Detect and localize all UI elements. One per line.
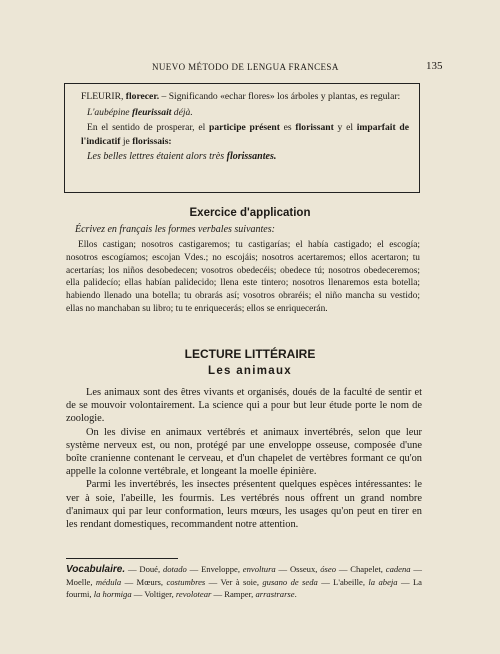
exercise-instruction: Écrivez en français les formes verbales suivantes:: [75, 224, 275, 235]
vocabulary-spanish: gusano de seda: [262, 577, 318, 587]
exercise-title: Exercice d'application: [189, 207, 311, 219]
reading-text: [66, 386, 422, 531]
note-form: florissais:: [132, 135, 172, 147]
vocabulary-entry: — La fourmi, la hormiga: [66, 577, 423, 599]
vocabulary-entry: — Mœurs, costumbres: [121, 577, 206, 587]
example-text-end: déjà.: [171, 106, 193, 118]
running-title: NUEVO MÉTODO DE LENGUA FRANCESA: [152, 62, 339, 72]
grammar-example-1: [81, 106, 409, 120]
vocabulary-french: Voltiger,: [144, 589, 176, 599]
note-form: florissant: [295, 122, 334, 134]
vocabulary-spanish: arrastrarse: [255, 589, 295, 599]
vocabulary-spanish: cadena: [385, 564, 411, 574]
vocabulary-french: Ver à soie,: [220, 577, 263, 587]
reading-paragraph: Les animaux sont des êtres vivants et organisés, doués de la faculté de sentir et de se mouvoir volontairement. La science qui a pour but leur étude porte le nom de zoologie.: [66, 387, 422, 425]
grammar-note-box: [64, 83, 420, 193]
grammar-example-2: [81, 150, 409, 164]
grammar-note-regular: [81, 90, 409, 104]
vocabulary-entry: — Moelle, médula: [66, 564, 422, 587]
lecture-title: LECTURE LITTÉRAIRE: [184, 347, 316, 361]
vocabulary-spanish: óseo: [320, 564, 336, 574]
vocabulary-divider: [66, 558, 178, 559]
vocabulary-french: Mœurs,: [136, 577, 167, 587]
page-number: 135: [426, 60, 443, 72]
vocabulary-french: Doué,: [139, 564, 163, 574]
exercise-text: Ellos castigan; nosotros castigaremos; tu castigarías; el había castigado; el escogía; nosotros escogíamos; escojan Vdes.; no escojáis; nosotros acertaremos; ellos acertaron; tu acertarías; los niños desobedecen; vosotros obedecéis; obedece tú; nosotros obedeceremos; ella palidecío; ellas habían palidecido; llena este tintero; nosotros llenaremos esta botella; habiendo llenado una botella; tu obrarás así; vosotros obraréis; el niño mancha su vestido; ellas no manchaban su libro; tu te enriquecerás; ellos se enriquecerán.: [66, 240, 420, 314]
note-text: es: [279, 122, 296, 134]
reading-paragraph: Parmi les invertébrés, les insectes présentent quelques espèces intéressantes: le ver à soie, l'abeille, les fourmis. Les vertébrés nous offrent un grand nombre d'animaux qui par leur conformation, leurs mœurs, les usages qu'on peut en tirer en les rendant domestiques, recommandent notre attention.: [66, 479, 422, 531]
vocabulary-spanish: la hormiga: [93, 589, 132, 599]
vocabulary-entry: — Enveloppe, envoltura: [186, 564, 276, 574]
vocabulary-entry: — Voltiger, revolotear: [131, 589, 212, 599]
reading-title: Les animaux: [208, 365, 292, 377]
note-text: y el: [333, 122, 357, 134]
note-term: participe présent: [209, 122, 280, 134]
vocabulary-spanish: dotado: [162, 564, 187, 574]
note-text: En el sentido de prosperar, el: [87, 122, 210, 134]
example-verb: florissantes.: [226, 151, 277, 163]
vocabulary-spanish: envoltura: [242, 564, 276, 574]
vocabulary-french: La fourmi,: [66, 577, 423, 599]
vocabulary-french: Moelle,: [66, 577, 96, 587]
vocabulary-entry: — Chapelet, cadena: [336, 564, 411, 574]
vocabulary-list: [66, 563, 422, 600]
vocabulary-spanish: costumbres: [166, 577, 206, 587]
vocabulary-entry: — Doué, dotado: [127, 564, 187, 574]
vocabulary-spanish: médula: [95, 577, 122, 587]
vocabulary-entry: — Osseux, óseo: [275, 564, 336, 574]
vocabulary-entry: — L'abeille, la abeja: [317, 577, 398, 587]
vocabulary-french: L'abeille,: [333, 577, 369, 587]
vocabulary-spanish: revolotear: [175, 589, 212, 599]
vocabulary-french: Enveloppe,: [201, 564, 243, 574]
vocabulary-french: Ramper,: [224, 589, 256, 599]
grammar-note-figurative: [81, 121, 409, 148]
grammar-headword: FLEURIR,: [81, 91, 124, 102]
vocabulary-french: Osseux,: [289, 564, 321, 574]
grammar-explanation: – Significando «echar flores» los árboles y plantas, es regular:: [159, 91, 401, 102]
vocabulary-heading: Vocabulaire.: [66, 564, 126, 575]
vocabulary-entry: — Ramper, arrastrarse: [211, 589, 295, 599]
example-verb: fleurissait: [131, 106, 172, 118]
vocabulary-entry: — Ver à soie, gusano de seda: [205, 577, 318, 587]
note-text: je: [120, 135, 133, 147]
grammar-translation: florecer.: [125, 91, 160, 102]
note-term: imparfait de l'indicatif: [81, 122, 409, 147]
vocabulary-french: Chapelet,: [350, 564, 386, 574]
reading-paragraph: On les divise en animaux vertébrés et animaux invertébrés, selon que leur système nerveux est, ou non, protégé par une enveloppe osseuse, composée d'une boîte cranienne contenant le cerveau, et d'un chapelet de vertèbres formant ce qu'on appelle la colonne vertébrale, et longeant la moelle épinière.: [66, 426, 422, 478]
example-text: L'aubépine: [87, 106, 132, 118]
vocabulary-entries: — Doué, dotado — Enveloppe, envoltura — Osseux, óseo — Chapelet, cadena — Moelle, médula — Mœurs, costumbres — Ver à soie, gusano de seda — L'abeille, la abeja — La fourmi, la hormiga — Voltiger, revolotear — Ramper, arrastrarse.: [66, 564, 423, 599]
vocabulary-spanish: la abeja: [368, 577, 398, 587]
example-text: Les belles lettres étaient alors très: [87, 151, 227, 163]
